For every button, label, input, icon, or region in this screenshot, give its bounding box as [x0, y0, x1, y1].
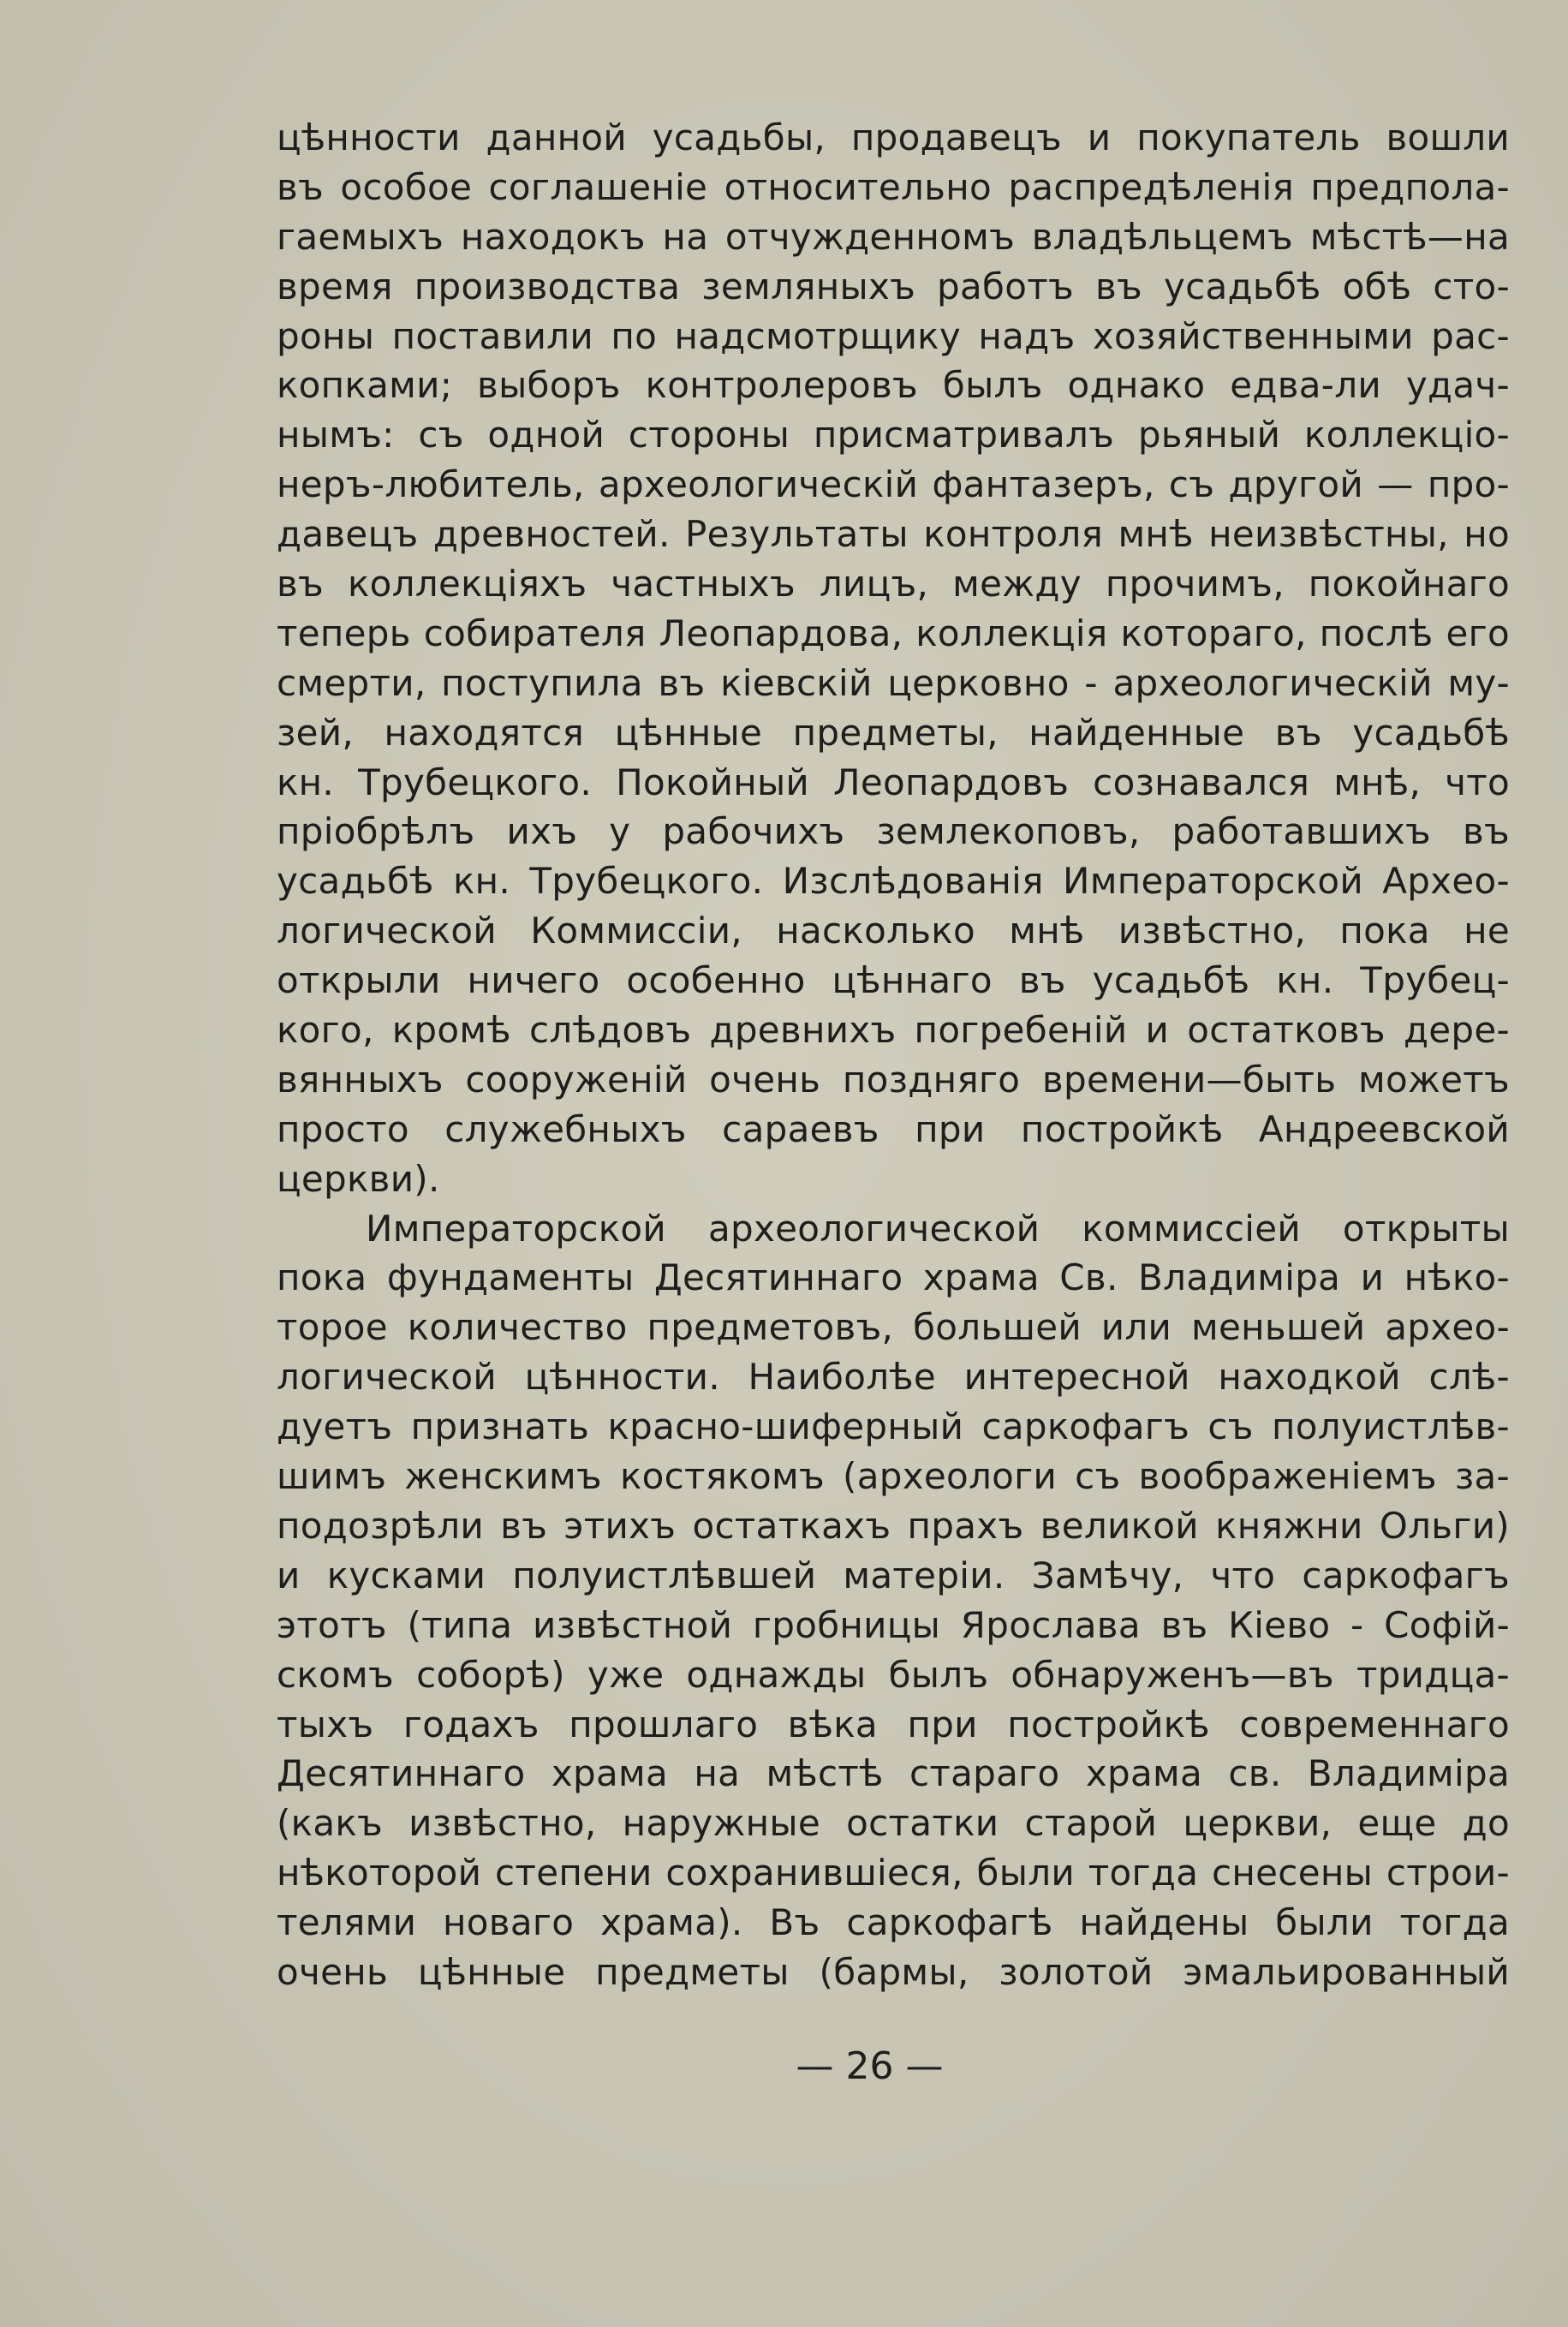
text-line: кого, кромѣ слѣдовъ древнихъ погребеній и остатковъ дере-	[277, 1009, 1510, 1052]
text-line: давецъ древностей. Результаты контроля мнѣ неизвѣстны, но	[277, 513, 1510, 556]
text-line: телями новаго храма). Въ саркофагѣ найдены были тогда	[277, 1901, 1510, 1944]
page-text	[277, 113, 1510, 1997]
text-line: гаемыхъ находокъ на отчужденномъ владѣльцемъ мѣстѣ—на	[277, 215, 1510, 258]
text-line: копками; выборъ контролеровъ былъ однако едва-ли удач-	[277, 364, 1510, 407]
text-line: роны поставили по надсмотрщику надъ хозяйственными рас-	[277, 314, 1510, 357]
text-line: усадьбѣ кн. Трубецкого. Изслѣдованія Императорской Архео-	[277, 860, 1510, 903]
text-line: пока фундаменты Десятиннаго храма Св. Владиміра и нѣко-	[277, 1256, 1510, 1299]
text-line: Десятиннаго храма на мѣстѣ стараго храма св. Владиміра	[277, 1752, 1510, 1795]
text-line: въ особое соглашеніе относительно распредѣленія предпола-	[277, 165, 1510, 208]
text-line: церкви).	[277, 1157, 440, 1200]
text-line: открыли ничего особенно цѣннаго въ усадьбѣ кн. Трубец-	[277, 959, 1510, 1002]
text-line: Императорской археологической коммиссіей открыты	[366, 1207, 1510, 1250]
text-line: нѣкоторой степени сохранившіеся, были тогда снесены строи-	[277, 1852, 1510, 1894]
text-line: шимъ женскимъ костякомъ (археологи съ воображеніемъ за-	[277, 1455, 1510, 1498]
text-line: и кусками полуистлѣвшей матеріи. Замѣчу, что саркофагъ	[277, 1554, 1510, 1596]
text-line: логической Коммиссіи, насколько мнѣ извѣстно, пока не	[277, 910, 1510, 952]
text-line: просто служебныхъ сараевъ при постройкѣ Андреевской	[277, 1107, 1510, 1150]
text-line: торое количество предметовъ, большей или меньшей архео-	[277, 1306, 1510, 1349]
text-line: кн. Трубецкого. Покойный Леопардовъ сознавался мнѣ, что	[277, 761, 1510, 803]
paragraph-1	[277, 113, 1510, 1204]
text-line: тыхъ годахъ прошлаго вѣка при постройкѣ современнаго	[277, 1703, 1510, 1745]
page-number: — 26 —	[796, 2044, 944, 2088]
text-line: дуетъ признать красно-шиферный саркофагъ съ полуистлѣв-	[277, 1405, 1510, 1448]
text-line: подозрѣли въ этихъ остаткахъ прахъ великой княжни Ольги)	[277, 1504, 1510, 1547]
paragraph-2	[277, 1204, 1510, 1997]
text-line: логической цѣнности. Наиболѣе интересной находкой слѣ-	[277, 1356, 1510, 1399]
text-line: пріобрѣлъ ихъ у рабочихъ землекоповъ, работавшихъ въ	[277, 810, 1510, 853]
text-line: этотъ (типа извѣстной гробницы Ярослава въ Кіево - Софій-	[277, 1603, 1510, 1646]
text-line: время производства земляныхъ работъ въ усадьбѣ обѣ сто-	[277, 265, 1510, 307]
text-line: въ коллекціяхъ частныхъ лицъ, между прочимъ, покойнаго	[277, 563, 1510, 606]
text-line: (какъ извѣстно, наружные остатки старой церкви, еще до	[277, 1802, 1510, 1845]
text-line: неръ-любитель, археологическій фантазеръ, съ другой — про-	[277, 463, 1510, 506]
text-line: зей, находятся цѣнные предметы, найденные въ усадьбѣ	[277, 711, 1510, 754]
text-line: очень цѣнные предметы (бармы, золотой эмальированный	[277, 1950, 1510, 1993]
text-line: вянныхъ сооруженій очень поздняго времени—быть можетъ	[277, 1058, 1510, 1101]
text-line: теперь собирателя Леопардова, коллекція котораго, послѣ его	[277, 612, 1510, 654]
text-line: цѣнности данной усадьбы, продавецъ и покупатель вошли	[277, 116, 1510, 158]
text-line: скомъ соборѣ) уже однажды былъ обнаруженъ—въ тридца-	[277, 1653, 1510, 1696]
text-line: нымъ: съ одной стороны присматривалъ рьяный коллекціо-	[277, 414, 1510, 456]
text-line: смерти, поступила въ кіевскій церковно - археологическій му-	[277, 661, 1510, 704]
